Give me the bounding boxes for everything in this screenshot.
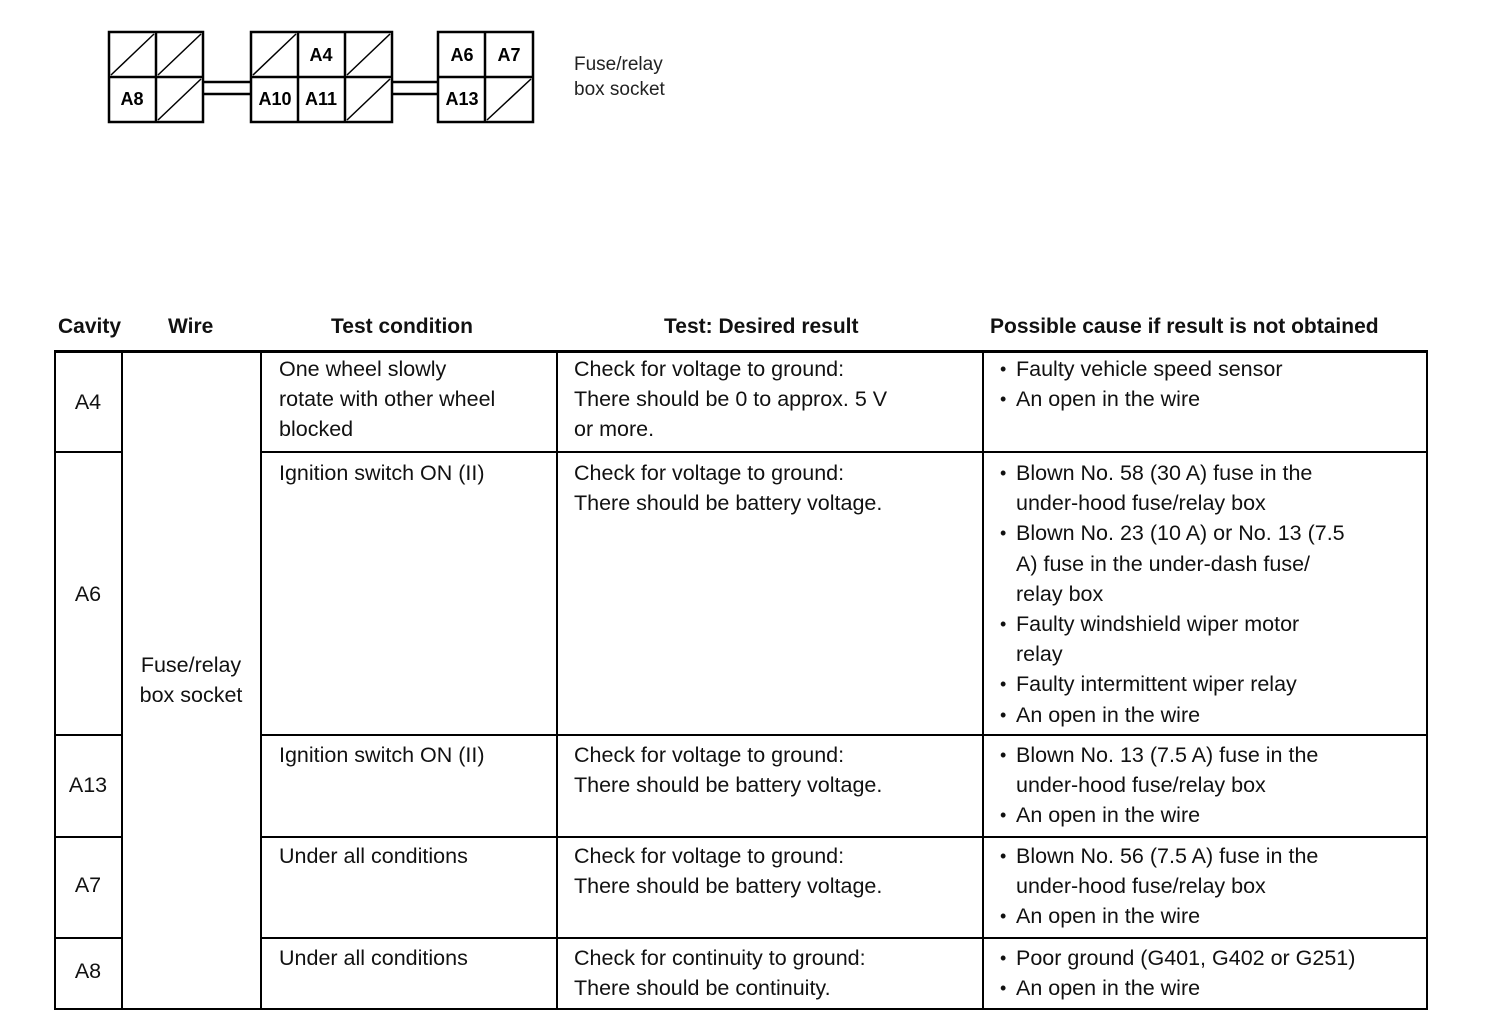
- empty-cavity-slash: [347, 79, 390, 120]
- cavity-cell: A7: [74, 873, 102, 897]
- result-line: There should be continuity.: [574, 976, 831, 1001]
- connector-caption-line: Fuse/relay: [574, 54, 663, 75]
- result-line: There should be battery voltage.: [574, 491, 883, 516]
- table-border-left: [54, 350, 56, 1010]
- cause-item: [1000, 740, 1318, 800]
- cause-item: [1000, 609, 1345, 669]
- result-cell: [574, 458, 882, 518]
- cause-item: [1000, 901, 1318, 931]
- cause-line: under-hood fuse/relay box: [1016, 491, 1266, 516]
- condition-cell: [279, 458, 485, 488]
- empty-cavity-slash: [158, 34, 201, 75]
- cause-line: • Blown No. 13 (7.5 A) fuse in the: [1016, 743, 1319, 767]
- header-possible-cause: Possible cause if result is not obtained: [990, 315, 1379, 338]
- pin-label-a10: A10: [258, 89, 292, 109]
- result-line: There should be battery voltage.: [574, 874, 883, 899]
- pin-label-a6: A6: [450, 45, 474, 65]
- row-divider: [260, 937, 1428, 939]
- condition-cell: [279, 943, 468, 973]
- header-cavity: Cavity: [58, 315, 122, 338]
- cause-item: [1000, 669, 1345, 699]
- cause-item: [1000, 800, 1318, 830]
- result-line: Check for voltage to ground:: [574, 461, 845, 485]
- cause-item: [1000, 943, 1355, 973]
- condition-line: Under all conditions: [279, 946, 468, 970]
- wire-line: box socket: [139, 683, 243, 708]
- condition-cell: [279, 841, 468, 871]
- header-wire: Wire: [168, 315, 214, 338]
- cause-line: • Faulty intermittent wiper relay: [1016, 672, 1297, 697]
- cavity-cell: A4: [74, 390, 102, 414]
- cavity-cell: A13: [68, 773, 108, 797]
- cause-item: [1000, 700, 1345, 730]
- cavity-cell: A6: [74, 582, 102, 606]
- pin-label-a7: A7: [497, 45, 521, 65]
- cause-cell: [1000, 943, 1355, 1003]
- header-test-condition: Test condition: [331, 315, 473, 338]
- result-line: There should be battery voltage.: [574, 773, 883, 798]
- cause-line: relay: [1016, 642, 1063, 667]
- condition-cell: [279, 740, 485, 770]
- cause-line: • Blown No. 58 (30 A) fuse in the: [1016, 461, 1313, 485]
- cause-line: • Faulty windshield wiper motor: [1016, 612, 1300, 637]
- condition-line: Ignition switch ON (II): [279, 743, 485, 767]
- result-cell: [574, 740, 882, 800]
- column-divider: [260, 350, 262, 1010]
- row-divider: [54, 734, 122, 736]
- cause-line: under-hood fuse/relay box: [1016, 773, 1266, 798]
- cause-item: [1000, 384, 1283, 414]
- cause-line: A) fuse in the under-dash fuse/: [1016, 551, 1311, 576]
- cause-line: • Faulty vehicle speed sensor: [1016, 357, 1283, 381]
- row-divider: [54, 451, 122, 453]
- condition-line: rotate with other wheel: [279, 387, 496, 412]
- result-line: Check for continuity to ground:: [574, 946, 866, 970]
- cause-cell: [1000, 458, 1345, 730]
- cause-line: • Poor ground (G401, G402 or G251): [1016, 946, 1356, 970]
- cause-item: [1000, 458, 1345, 518]
- row-divider: [260, 734, 1428, 736]
- empty-cavity-slash: [347, 34, 390, 75]
- condition-line: Ignition switch ON (II): [279, 461, 485, 485]
- empty-cavity-slash: [111, 34, 154, 75]
- pin-label-a4: A4: [309, 45, 333, 65]
- result-cell: [574, 354, 887, 445]
- cause-item: [1000, 518, 1345, 609]
- cavity-cell: A8: [74, 959, 102, 983]
- result-cell: [574, 841, 882, 901]
- column-divider: [982, 350, 984, 1010]
- cause-line: relay box: [1016, 581, 1104, 606]
- table-border-right: [1426, 350, 1428, 1010]
- empty-cavity-slash: [158, 79, 201, 120]
- cause-line: • Blown No. 56 (7.5 A) fuse in the: [1016, 844, 1319, 868]
- cause-cell: [1000, 740, 1318, 831]
- column-divider: [556, 350, 558, 1010]
- cause-item: [1000, 841, 1318, 901]
- cause-line: • Blown No. 23 (10 A) or No. 13 (7.5: [1016, 521, 1345, 546]
- pin-label-a13: A13: [445, 89, 479, 109]
- condition-cell: [279, 354, 495, 445]
- row-divider: [260, 836, 1428, 838]
- result-line: Check for voltage to ground:: [574, 357, 845, 381]
- connector-diagram: [105, 28, 545, 128]
- connector-caption: [574, 52, 665, 102]
- cause-line: • An open in the wire: [1016, 702, 1201, 727]
- pin-label-a11: A11: [304, 89, 338, 109]
- cause-cell: [1000, 354, 1283, 414]
- row-divider: [260, 451, 1428, 453]
- test-table: [54, 350, 1428, 1010]
- pin-label-a8: A8: [120, 89, 144, 109]
- cause-item: [1000, 973, 1355, 1003]
- cause-cell: [1000, 841, 1318, 932]
- wire-line: Fuse/relay: [140, 653, 242, 677]
- wire-cell: [124, 650, 258, 710]
- row-divider: [54, 937, 122, 939]
- condition-line: One wheel slowly: [279, 357, 447, 381]
- cause-item: [1000, 354, 1283, 384]
- condition-line: Under all conditions: [279, 844, 468, 868]
- cause-line: • An open in the wire: [1016, 803, 1201, 828]
- cause-line: • An open in the wire: [1016, 904, 1201, 929]
- header-desired-result: Test: Desired result: [664, 315, 859, 338]
- cause-line: • An open in the wire: [1016, 976, 1201, 1001]
- connector-caption-line: box socket: [574, 79, 665, 100]
- condition-line: blocked: [279, 417, 354, 442]
- result-line: or more.: [574, 417, 655, 442]
- result-line: Check for voltage to ground:: [574, 844, 845, 868]
- empty-cavity-slash: [253, 34, 296, 75]
- cause-line: • An open in the wire: [1016, 387, 1201, 412]
- result-line: There should be 0 to approx. 5 V: [574, 387, 888, 412]
- result-line: Check for voltage to ground:: [574, 743, 845, 767]
- column-divider: [121, 350, 123, 1010]
- empty-cavity-slash: [487, 79, 531, 120]
- cause-line: under-hood fuse/relay box: [1016, 874, 1266, 899]
- row-divider: [54, 836, 122, 838]
- result-cell: [574, 943, 866, 1003]
